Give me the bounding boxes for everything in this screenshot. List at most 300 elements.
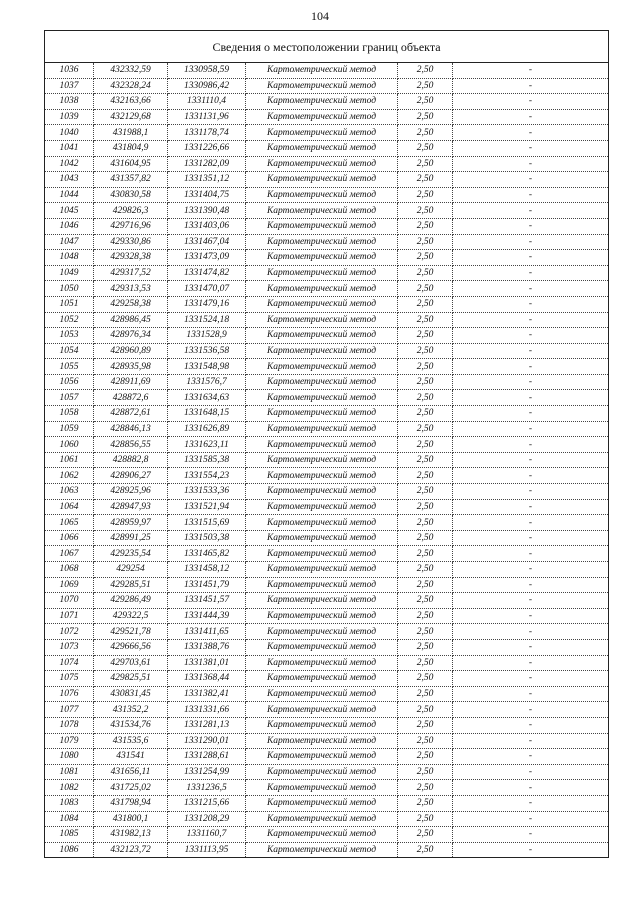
point-number-cell: 1057 bbox=[45, 390, 94, 406]
method-cell: Картометрический метод bbox=[246, 437, 398, 453]
note-cell: - bbox=[453, 702, 609, 718]
y-coordinate-cell: 1330986,42 bbox=[168, 78, 246, 94]
note-cell: - bbox=[453, 717, 609, 733]
x-coordinate-cell: 432123,72 bbox=[94, 842, 168, 858]
x-coordinate-cell: 429258,38 bbox=[94, 296, 168, 312]
table-row bbox=[45, 562, 609, 578]
accuracy-cell: 2,50 bbox=[398, 156, 453, 172]
table-row bbox=[45, 780, 609, 796]
x-coordinate-cell: 431988,1 bbox=[94, 125, 168, 141]
accuracy-cell: 2,50 bbox=[398, 406, 453, 422]
x-coordinate-cell: 429313,53 bbox=[94, 281, 168, 297]
point-number-cell: 1082 bbox=[45, 780, 94, 796]
table-row bbox=[45, 296, 609, 312]
table-row bbox=[45, 546, 609, 562]
note-cell: - bbox=[453, 764, 609, 780]
point-number-cell: 1061 bbox=[45, 452, 94, 468]
point-number-cell: 1060 bbox=[45, 437, 94, 453]
method-cell: Картометрический метод bbox=[246, 546, 398, 562]
method-cell: Картометрический метод bbox=[246, 94, 398, 110]
note-cell: - bbox=[453, 842, 609, 858]
accuracy-cell: 2,50 bbox=[398, 265, 453, 281]
accuracy-cell: 2,50 bbox=[398, 655, 453, 671]
point-number-cell: 1064 bbox=[45, 499, 94, 515]
x-coordinate-cell: 428935,98 bbox=[94, 359, 168, 375]
y-coordinate-cell: 1331623,11 bbox=[168, 437, 246, 453]
point-number-cell: 1037 bbox=[45, 78, 94, 94]
y-coordinate-cell: 1331215,66 bbox=[168, 795, 246, 811]
table-row bbox=[45, 312, 609, 328]
accuracy-cell: 2,50 bbox=[398, 343, 453, 359]
table-row bbox=[45, 842, 609, 858]
x-coordinate-cell: 429328,38 bbox=[94, 250, 168, 266]
table-row bbox=[45, 156, 609, 172]
y-coordinate-cell: 1331390,48 bbox=[168, 203, 246, 219]
x-coordinate-cell: 429703,61 bbox=[94, 655, 168, 671]
x-coordinate-cell: 431804,9 bbox=[94, 140, 168, 156]
point-number-cell: 1071 bbox=[45, 608, 94, 624]
method-cell: Картометрический метод bbox=[246, 811, 398, 827]
method-cell: Картометрический метод bbox=[246, 359, 398, 375]
point-number-cell: 1050 bbox=[45, 281, 94, 297]
x-coordinate-cell: 430831,45 bbox=[94, 686, 168, 702]
y-coordinate-cell: 1331290,01 bbox=[168, 733, 246, 749]
x-coordinate-cell: 432328,24 bbox=[94, 78, 168, 94]
y-coordinate-cell: 1331160,7 bbox=[168, 827, 246, 843]
accuracy-cell: 2,50 bbox=[398, 577, 453, 593]
accuracy-cell: 2,50 bbox=[398, 530, 453, 546]
table-row bbox=[45, 764, 609, 780]
table-row bbox=[45, 328, 609, 344]
table-row bbox=[45, 749, 609, 765]
method-cell: Картометрический метод bbox=[246, 374, 398, 390]
y-coordinate-cell: 1331282,09 bbox=[168, 156, 246, 172]
accuracy-cell: 2,50 bbox=[398, 639, 453, 655]
method-cell: Картометрический метод bbox=[246, 140, 398, 156]
method-cell: Картометрический метод bbox=[246, 562, 398, 578]
note-cell: - bbox=[453, 795, 609, 811]
accuracy-cell: 2,50 bbox=[398, 624, 453, 640]
table-row bbox=[45, 234, 609, 250]
method-cell: Картометрический метод bbox=[246, 78, 398, 94]
accuracy-cell: 2,50 bbox=[398, 78, 453, 94]
table-row bbox=[45, 203, 609, 219]
y-coordinate-cell: 1331403,06 bbox=[168, 218, 246, 234]
note-cell: - bbox=[453, 406, 609, 422]
point-number-cell: 1048 bbox=[45, 250, 94, 266]
note-cell: - bbox=[453, 140, 609, 156]
method-cell: Картометрический метод bbox=[246, 234, 398, 250]
method-cell: Картометрический метод bbox=[246, 593, 398, 609]
method-cell: Картометрический метод bbox=[246, 608, 398, 624]
x-coordinate-cell: 429825,51 bbox=[94, 671, 168, 687]
y-coordinate-cell: 1331503,38 bbox=[168, 530, 246, 546]
method-cell: Картометрический метод bbox=[246, 406, 398, 422]
method-cell: Картометрический метод bbox=[246, 764, 398, 780]
point-number-cell: 1067 bbox=[45, 546, 94, 562]
note-cell: - bbox=[453, 218, 609, 234]
point-number-cell: 1080 bbox=[45, 749, 94, 765]
table-row bbox=[45, 281, 609, 297]
y-coordinate-cell: 1331281,13 bbox=[168, 717, 246, 733]
x-coordinate-cell: 431800,1 bbox=[94, 811, 168, 827]
y-coordinate-cell: 1331382,41 bbox=[168, 686, 246, 702]
x-coordinate-cell: 428959,97 bbox=[94, 515, 168, 531]
method-cell: Картометрический метод bbox=[246, 702, 398, 718]
point-number-cell: 1084 bbox=[45, 811, 94, 827]
note-cell: - bbox=[453, 437, 609, 453]
point-number-cell: 1065 bbox=[45, 515, 94, 531]
point-number-cell: 1069 bbox=[45, 577, 94, 593]
point-number-cell: 1052 bbox=[45, 312, 94, 328]
y-coordinate-cell: 1331288,61 bbox=[168, 749, 246, 765]
point-number-cell: 1042 bbox=[45, 156, 94, 172]
point-number-cell: 1062 bbox=[45, 468, 94, 484]
note-cell: - bbox=[453, 468, 609, 484]
point-number-cell: 1076 bbox=[45, 686, 94, 702]
accuracy-cell: 2,50 bbox=[398, 608, 453, 624]
y-coordinate-cell: 1331479,16 bbox=[168, 296, 246, 312]
method-cell: Картометрический метод bbox=[246, 624, 398, 640]
y-coordinate-cell: 1330958,59 bbox=[168, 63, 246, 79]
method-cell: Картометрический метод bbox=[246, 827, 398, 843]
point-number-cell: 1040 bbox=[45, 125, 94, 141]
method-cell: Картометрический метод bbox=[246, 250, 398, 266]
accuracy-cell: 2,50 bbox=[398, 94, 453, 110]
note-cell: - bbox=[453, 421, 609, 437]
x-coordinate-cell: 428906,27 bbox=[94, 468, 168, 484]
table-row bbox=[45, 639, 609, 655]
table-row bbox=[45, 406, 609, 422]
accuracy-cell: 2,50 bbox=[398, 468, 453, 484]
accuracy-cell: 2,50 bbox=[398, 109, 453, 125]
method-cell: Картометрический метод bbox=[246, 156, 398, 172]
y-coordinate-cell: 1331524,18 bbox=[168, 312, 246, 328]
y-coordinate-cell: 1331473,09 bbox=[168, 250, 246, 266]
note-cell: - bbox=[453, 593, 609, 609]
table-row bbox=[45, 359, 609, 375]
accuracy-cell: 2,50 bbox=[398, 172, 453, 188]
method-cell: Картометрический метод bbox=[246, 265, 398, 281]
table-row bbox=[45, 421, 609, 437]
note-cell: - bbox=[453, 608, 609, 624]
method-cell: Картометрический метод bbox=[246, 795, 398, 811]
method-cell: Картометрический метод bbox=[246, 671, 398, 687]
note-cell: - bbox=[453, 671, 609, 687]
y-coordinate-cell: 1331208,29 bbox=[168, 811, 246, 827]
x-coordinate-cell: 431798,94 bbox=[94, 795, 168, 811]
x-coordinate-cell: 428872,6 bbox=[94, 390, 168, 406]
note-cell: - bbox=[453, 827, 609, 843]
method-cell: Картометрический метод bbox=[246, 842, 398, 858]
point-number-cell: 1066 bbox=[45, 530, 94, 546]
method-cell: Картометрический метод bbox=[246, 63, 398, 79]
point-number-cell: 1039 bbox=[45, 109, 94, 125]
boundary-table-container bbox=[44, 30, 608, 858]
method-cell: Картометрический метод bbox=[246, 468, 398, 484]
y-coordinate-cell: 1331178,74 bbox=[168, 125, 246, 141]
point-number-cell: 1049 bbox=[45, 265, 94, 281]
point-number-cell: 1086 bbox=[45, 842, 94, 858]
y-coordinate-cell: 1331236,5 bbox=[168, 780, 246, 796]
y-coordinate-cell: 1331470,07 bbox=[168, 281, 246, 297]
x-coordinate-cell: 432163,66 bbox=[94, 94, 168, 110]
y-coordinate-cell: 1331576,7 bbox=[168, 374, 246, 390]
y-coordinate-cell: 1331521,94 bbox=[168, 499, 246, 515]
y-coordinate-cell: 1331474,82 bbox=[168, 265, 246, 281]
accuracy-cell: 2,50 bbox=[398, 203, 453, 219]
table-row bbox=[45, 827, 609, 843]
point-number-cell: 1054 bbox=[45, 343, 94, 359]
point-number-cell: 1058 bbox=[45, 406, 94, 422]
table-row bbox=[45, 530, 609, 546]
method-cell: Картометрический метод bbox=[246, 499, 398, 515]
point-number-cell: 1036 bbox=[45, 63, 94, 79]
x-coordinate-cell: 432129,68 bbox=[94, 109, 168, 125]
method-cell: Картометрический метод bbox=[246, 515, 398, 531]
accuracy-cell: 2,50 bbox=[398, 562, 453, 578]
y-coordinate-cell: 1331626,89 bbox=[168, 421, 246, 437]
table-body bbox=[45, 63, 609, 858]
accuracy-cell: 2,50 bbox=[398, 218, 453, 234]
method-cell: Картометрический метод bbox=[246, 717, 398, 733]
accuracy-cell: 2,50 bbox=[398, 374, 453, 390]
x-coordinate-cell: 431535,6 bbox=[94, 733, 168, 749]
y-coordinate-cell: 1331458,12 bbox=[168, 562, 246, 578]
table-row bbox=[45, 671, 609, 687]
accuracy-cell: 2,50 bbox=[398, 296, 453, 312]
x-coordinate-cell: 429521,78 bbox=[94, 624, 168, 640]
point-number-cell: 1075 bbox=[45, 671, 94, 687]
y-coordinate-cell: 1331381,01 bbox=[168, 655, 246, 671]
accuracy-cell: 2,50 bbox=[398, 484, 453, 500]
method-cell: Картометрический метод bbox=[246, 530, 398, 546]
method-cell: Картометрический метод bbox=[246, 312, 398, 328]
point-number-cell: 1072 bbox=[45, 624, 94, 640]
y-coordinate-cell: 1331110,4 bbox=[168, 94, 246, 110]
table-row bbox=[45, 515, 609, 531]
accuracy-cell: 2,50 bbox=[398, 125, 453, 141]
method-cell: Картометрический метод bbox=[246, 109, 398, 125]
accuracy-cell: 2,50 bbox=[398, 842, 453, 858]
note-cell: - bbox=[453, 749, 609, 765]
table-row bbox=[45, 140, 609, 156]
x-coordinate-cell: 429330,86 bbox=[94, 234, 168, 250]
method-cell: Картометрический метод bbox=[246, 421, 398, 437]
table-row bbox=[45, 390, 609, 406]
note-cell: - bbox=[453, 624, 609, 640]
accuracy-cell: 2,50 bbox=[398, 780, 453, 796]
accuracy-cell: 2,50 bbox=[398, 328, 453, 344]
accuracy-cell: 2,50 bbox=[398, 234, 453, 250]
table-row bbox=[45, 577, 609, 593]
point-number-cell: 1051 bbox=[45, 296, 94, 312]
note-cell: - bbox=[453, 577, 609, 593]
table-row bbox=[45, 499, 609, 515]
x-coordinate-cell: 432332,59 bbox=[94, 63, 168, 79]
table-title-row bbox=[45, 31, 609, 63]
boundary-coordinates-table bbox=[44, 30, 609, 858]
x-coordinate-cell: 429826,3 bbox=[94, 203, 168, 219]
table-row bbox=[45, 250, 609, 266]
accuracy-cell: 2,50 bbox=[398, 795, 453, 811]
y-coordinate-cell: 1331548,98 bbox=[168, 359, 246, 375]
method-cell: Картометрический метод bbox=[246, 577, 398, 593]
x-coordinate-cell: 428925,96 bbox=[94, 484, 168, 500]
x-coordinate-cell: 429322,5 bbox=[94, 608, 168, 624]
note-cell: - bbox=[453, 125, 609, 141]
method-cell: Картометрический метод bbox=[246, 343, 398, 359]
point-number-cell: 1073 bbox=[45, 639, 94, 655]
point-number-cell: 1070 bbox=[45, 593, 94, 609]
point-number-cell: 1059 bbox=[45, 421, 94, 437]
page-number: 104 bbox=[311, 9, 329, 23]
accuracy-cell: 2,50 bbox=[398, 749, 453, 765]
point-number-cell: 1041 bbox=[45, 140, 94, 156]
point-number-cell: 1081 bbox=[45, 764, 94, 780]
note-cell: - bbox=[453, 484, 609, 500]
method-cell: Картометрический метод bbox=[246, 639, 398, 655]
table-row bbox=[45, 452, 609, 468]
table-row bbox=[45, 94, 609, 110]
y-coordinate-cell: 1331404,75 bbox=[168, 187, 246, 203]
note-cell: - bbox=[453, 172, 609, 188]
x-coordinate-cell: 428947,93 bbox=[94, 499, 168, 515]
note-cell: - bbox=[453, 733, 609, 749]
x-coordinate-cell: 431725,02 bbox=[94, 780, 168, 796]
accuracy-cell: 2,50 bbox=[398, 546, 453, 562]
y-coordinate-cell: 1331331,66 bbox=[168, 702, 246, 718]
x-coordinate-cell: 428986,45 bbox=[94, 312, 168, 328]
note-cell: - bbox=[453, 780, 609, 796]
x-coordinate-cell: 431352,2 bbox=[94, 702, 168, 718]
point-number-cell: 1053 bbox=[45, 328, 94, 344]
note-cell: - bbox=[453, 374, 609, 390]
x-coordinate-cell: 429286,49 bbox=[94, 593, 168, 609]
table-row bbox=[45, 265, 609, 281]
accuracy-cell: 2,50 bbox=[398, 187, 453, 203]
y-coordinate-cell: 1331585,38 bbox=[168, 452, 246, 468]
note-cell: - bbox=[453, 203, 609, 219]
table-row bbox=[45, 655, 609, 671]
accuracy-cell: 2,50 bbox=[398, 437, 453, 453]
note-cell: - bbox=[453, 811, 609, 827]
accuracy-cell: 2,50 bbox=[398, 764, 453, 780]
y-coordinate-cell: 1331648,15 bbox=[168, 406, 246, 422]
x-coordinate-cell: 431982,13 bbox=[94, 827, 168, 843]
table-row bbox=[45, 343, 609, 359]
y-coordinate-cell: 1331226,66 bbox=[168, 140, 246, 156]
accuracy-cell: 2,50 bbox=[398, 811, 453, 827]
x-coordinate-cell: 430830,58 bbox=[94, 187, 168, 203]
point-number-cell: 1078 bbox=[45, 717, 94, 733]
table-row bbox=[45, 78, 609, 94]
accuracy-cell: 2,50 bbox=[398, 452, 453, 468]
accuracy-cell: 2,50 bbox=[398, 671, 453, 687]
y-coordinate-cell: 1331113,95 bbox=[168, 842, 246, 858]
y-coordinate-cell: 1331533,36 bbox=[168, 484, 246, 500]
accuracy-cell: 2,50 bbox=[398, 140, 453, 156]
note-cell: - bbox=[453, 686, 609, 702]
table-row bbox=[45, 109, 609, 125]
x-coordinate-cell: 428911,69 bbox=[94, 374, 168, 390]
y-coordinate-cell: 1331554,23 bbox=[168, 468, 246, 484]
accuracy-cell: 2,50 bbox=[398, 702, 453, 718]
table-row bbox=[45, 125, 609, 141]
note-cell: - bbox=[453, 250, 609, 266]
method-cell: Картометрический метод bbox=[246, 686, 398, 702]
accuracy-cell: 2,50 bbox=[398, 593, 453, 609]
accuracy-cell: 2,50 bbox=[398, 686, 453, 702]
note-cell: - bbox=[453, 94, 609, 110]
accuracy-cell: 2,50 bbox=[398, 359, 453, 375]
point-number-cell: 1056 bbox=[45, 374, 94, 390]
note-cell: - bbox=[453, 515, 609, 531]
point-number-cell: 1046 bbox=[45, 218, 94, 234]
x-coordinate-cell: 431357,82 bbox=[94, 172, 168, 188]
accuracy-cell: 2,50 bbox=[398, 733, 453, 749]
x-coordinate-cell: 428846,13 bbox=[94, 421, 168, 437]
table-row bbox=[45, 218, 609, 234]
table-row bbox=[45, 795, 609, 811]
y-coordinate-cell: 1331515,69 bbox=[168, 515, 246, 531]
method-cell: Картометрический метод bbox=[246, 390, 398, 406]
x-coordinate-cell: 431604,95 bbox=[94, 156, 168, 172]
table-row bbox=[45, 187, 609, 203]
table-row bbox=[45, 624, 609, 640]
note-cell: - bbox=[453, 328, 609, 344]
point-number-cell: 1063 bbox=[45, 484, 94, 500]
point-number-cell: 1079 bbox=[45, 733, 94, 749]
note-cell: - bbox=[453, 390, 609, 406]
table-row bbox=[45, 686, 609, 702]
y-coordinate-cell: 1331254,99 bbox=[168, 764, 246, 780]
note-cell: - bbox=[453, 281, 609, 297]
note-cell: - bbox=[453, 562, 609, 578]
y-coordinate-cell: 1331388,76 bbox=[168, 639, 246, 655]
table-title: Сведения о местоположении границ объекта bbox=[45, 31, 609, 63]
x-coordinate-cell: 428991,25 bbox=[94, 530, 168, 546]
note-cell: - bbox=[453, 78, 609, 94]
note-cell: - bbox=[453, 109, 609, 125]
y-coordinate-cell: 1331131,96 bbox=[168, 109, 246, 125]
accuracy-cell: 2,50 bbox=[398, 250, 453, 266]
method-cell: Картометрический метод bbox=[246, 218, 398, 234]
table-row bbox=[45, 437, 609, 453]
point-number-cell: 1074 bbox=[45, 655, 94, 671]
x-coordinate-cell: 428856,55 bbox=[94, 437, 168, 453]
accuracy-cell: 2,50 bbox=[398, 499, 453, 515]
y-coordinate-cell: 1331451,79 bbox=[168, 577, 246, 593]
table-row bbox=[45, 733, 609, 749]
method-cell: Картометрический метод bbox=[246, 172, 398, 188]
table-row bbox=[45, 172, 609, 188]
note-cell: - bbox=[453, 156, 609, 172]
method-cell: Картометрический метод bbox=[246, 328, 398, 344]
note-cell: - bbox=[453, 546, 609, 562]
point-number-cell: 1047 bbox=[45, 234, 94, 250]
table-row bbox=[45, 717, 609, 733]
y-coordinate-cell: 1331368,44 bbox=[168, 671, 246, 687]
table-row bbox=[45, 484, 609, 500]
point-number-cell: 1044 bbox=[45, 187, 94, 203]
method-cell: Картометрический метод bbox=[246, 281, 398, 297]
point-number-cell: 1043 bbox=[45, 172, 94, 188]
method-cell: Картометрический метод bbox=[246, 296, 398, 312]
x-coordinate-cell: 428872,61 bbox=[94, 406, 168, 422]
note-cell: - bbox=[453, 234, 609, 250]
y-coordinate-cell: 1331411,65 bbox=[168, 624, 246, 640]
